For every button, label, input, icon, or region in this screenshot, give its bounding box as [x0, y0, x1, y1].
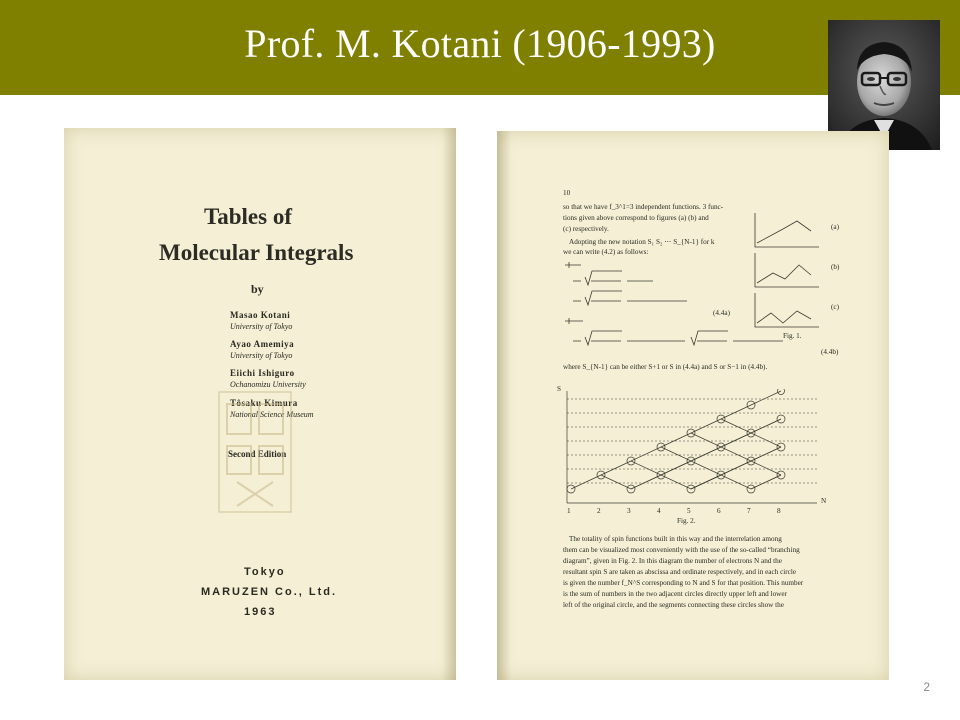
figure-2-axis-n: N — [821, 497, 827, 505]
text-line: (c) respectively. — [563, 225, 609, 233]
figure-2-x-tick: 7 — [747, 507, 751, 515]
author-affiliation: University of Tokyo — [230, 322, 293, 331]
cover-by: by — [251, 282, 264, 296]
figure-1-panel-label: (a) — [831, 223, 839, 231]
text-line: resultant spin S are taken as abscissa and ordinate respectively, and in each circle — [563, 568, 797, 576]
publisher-name: MARUZEN Co., Ltd. — [201, 586, 338, 598]
figure-2-x-tick: 6 — [717, 507, 721, 515]
text-line: them can be visualized most conveniently with the use of the so-called “branching — [563, 546, 800, 554]
author-affiliation: National Science Museum — [230, 410, 314, 419]
figure-2-x-tick: 3 — [627, 507, 631, 515]
page-number-text: 10 — [563, 189, 571, 197]
figure-2-x-tick: 8 — [777, 507, 781, 515]
text-line: tions given above correspond to figures (a) (b) and — [563, 214, 709, 222]
cover-title-line1: Tables of — [204, 204, 292, 229]
figure-1 — [751, 211, 821, 331]
figure-2-x-tick: 4 — [657, 507, 661, 515]
slide-title: Prof. M. Kotani (1906-1993) — [244, 21, 716, 66]
text-line: The totality of spin functions built in this way and the interrelation among — [569, 535, 782, 543]
figure-1-panel-label: (b) — [831, 263, 840, 271]
library-stamp-icon — [217, 390, 293, 514]
author-name: Ayao Amemiya — [230, 339, 295, 349]
text-line: Adopting the new notation S₁ S₂ ⋯ S_{N-1} for k — [569, 238, 715, 246]
text-line: is the sum of numbers in the two adjacent circles directly upper left and lower — [563, 590, 787, 598]
author-name: Tôsaku Kimura — [230, 398, 298, 408]
text-line: we can write (4.2) as follows: — [563, 248, 649, 256]
equation-label-a: (4.4a) — [713, 309, 730, 317]
text-line: left of the original circle, and the segments connecting these circles show the — [563, 601, 784, 609]
text-line: where S_{N-1} can be either S+1 or S in (4.4a) and S or S−1 in (4.4b). — [563, 363, 768, 371]
figure-2-branching-diagram — [555, 389, 825, 507]
publication-year: 1963 — [244, 606, 277, 618]
figure-1-panel-label: (c) — [831, 303, 839, 311]
cover-title-line2: Molecular Integrals — [159, 240, 354, 265]
text-line: is given the number f_N^S corresponding to N and S for that position. This number — [563, 579, 804, 587]
figure-1-caption: Fig. 1. — [783, 332, 802, 340]
text-line: diagram”, given in Fig. 2. In this diagram the number of electrons N and the — [563, 557, 782, 565]
author-affiliation: Ochanomizu University — [230, 380, 306, 389]
book-content-page — [497, 131, 889, 680]
author-affiliation: University of Tokyo — [230, 351, 293, 360]
figure-2-axis-s: S — [557, 385, 561, 393]
figure-2-x-tick: 2 — [597, 507, 601, 515]
publisher-city: Tokyo — [244, 566, 286, 578]
figure-2-x-tick: 1 — [567, 507, 571, 515]
figure-2-caption: Fig. 2. — [677, 517, 696, 525]
slide-page-number: 2 — [923, 680, 930, 694]
edition-label: Second Edition — [228, 449, 287, 459]
author-name: Masao Kotani — [230, 310, 291, 320]
text-line: so that we have f_3^1=3 independent functions. 3 func- — [563, 203, 724, 211]
author-name: Eiichi Ishiguro — [230, 368, 295, 378]
equation-label-b: (4.4b) — [821, 348, 839, 356]
figure-2-x-tick: 5 — [687, 507, 691, 515]
